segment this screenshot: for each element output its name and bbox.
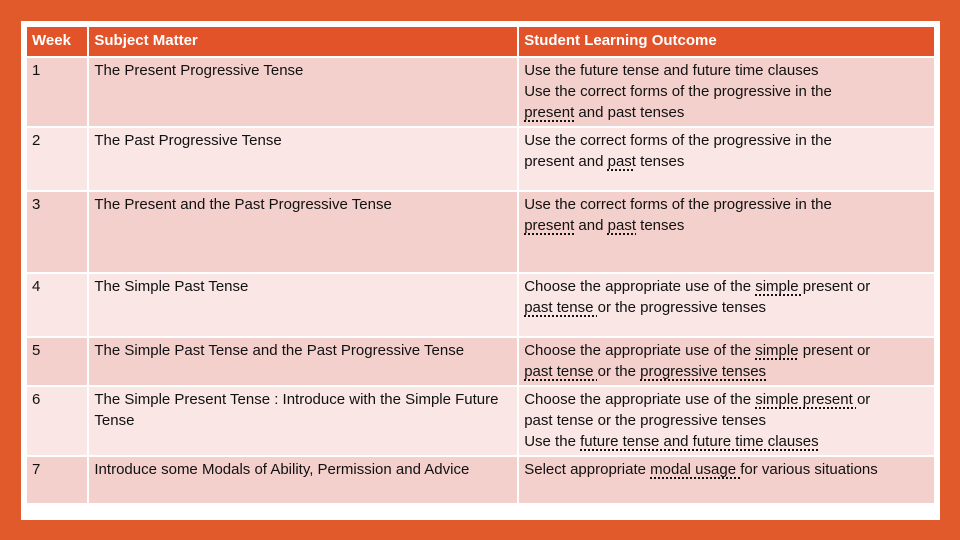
subject-cell: The Past Progressive Tense xyxy=(89,128,517,190)
outcome-text: tenses xyxy=(636,217,685,234)
outcome-text: Choose the appropriate use of the xyxy=(524,278,756,295)
underlined-term: present xyxy=(524,104,575,121)
subject-cell: The Simple Present Tense : Introduce with the Simple Future Tense xyxy=(89,387,517,455)
curriculum-table xyxy=(25,25,936,505)
outcome-line xyxy=(524,276,929,297)
underlined-term: simple present xyxy=(755,391,857,408)
outcome-cell xyxy=(519,338,934,385)
outcome-cell xyxy=(519,58,934,126)
outcome-line xyxy=(524,459,929,480)
header-week: Week xyxy=(27,27,87,56)
outcome-text: present xyxy=(798,342,857,359)
outcome-text: Use the correct forms of the progressive in the xyxy=(524,132,832,149)
outcome-cell xyxy=(519,128,934,190)
outcome-text: Use the correct forms of the progressive in the xyxy=(524,83,832,100)
underlined-term: simple xyxy=(755,278,803,295)
outcome-cell xyxy=(519,387,934,455)
table-row xyxy=(27,192,934,272)
outcome-line xyxy=(524,297,929,318)
outcome-text: or xyxy=(856,391,871,408)
subject-cell: The Simple Past Tense and the Past Progressive Tense xyxy=(89,338,517,385)
table-row xyxy=(27,338,934,385)
outcome-line xyxy=(524,361,929,382)
outcome-text: for various situations xyxy=(740,461,878,478)
outcome-text: and past tenses xyxy=(574,104,685,121)
underlined-term: progressive tenses xyxy=(640,363,767,380)
header-student-learning-outcome: Student Learning Outcome xyxy=(519,27,934,56)
outcome-line xyxy=(524,389,929,410)
table-body xyxy=(27,58,934,503)
outcome-text: and xyxy=(574,217,608,234)
slide-frame xyxy=(21,21,940,520)
table-row xyxy=(27,128,934,190)
outcome-line xyxy=(524,215,929,236)
subject-cell: The Simple Past Tense xyxy=(89,274,517,336)
week-cell: 3 xyxy=(27,192,87,272)
underlined-term: modal usage xyxy=(650,461,741,478)
outcome-line xyxy=(524,151,929,172)
outcome-line xyxy=(524,102,929,123)
subject-cell: Introduce some Modals of Ability, Permission and Advice xyxy=(89,457,517,503)
week-cell: 5 xyxy=(27,338,87,385)
table-row xyxy=(27,274,934,336)
outcome-line xyxy=(524,81,929,102)
week-cell: 6 xyxy=(27,387,87,455)
outcome-text: Choose the appropriate use of the xyxy=(524,391,756,408)
subject-cell: The Present Progressive Tense xyxy=(89,58,517,126)
outcome-line xyxy=(524,130,929,151)
outcome-text: Use the xyxy=(524,433,581,450)
underlined-term: future tense and future time clauses xyxy=(580,433,819,450)
week-cell: 2 xyxy=(27,128,87,190)
outcome-line xyxy=(524,60,929,81)
outcome-line xyxy=(524,410,929,431)
table-row xyxy=(27,58,934,126)
outcome-line xyxy=(524,431,929,452)
outcome-text: present and xyxy=(524,153,608,170)
outcome-cell xyxy=(519,274,934,336)
table-row xyxy=(27,387,934,455)
underlined-term: present xyxy=(524,217,575,234)
subject-cell: The Present and the Past Progressive Tense xyxy=(89,192,517,272)
underlined-term: past tense xyxy=(524,363,598,380)
outcome-text: past tense or the progressive tenses xyxy=(524,412,767,429)
header-row xyxy=(27,27,934,56)
outcome-cell xyxy=(519,192,934,272)
underlined-term: past xyxy=(607,153,636,170)
outcome-line xyxy=(524,340,929,361)
header-subject-matter: Subject Matter xyxy=(89,27,517,56)
outcome-text: Use the correct forms of the progressive in the xyxy=(524,196,832,213)
outcome-text: or the progressive tenses xyxy=(597,299,767,316)
underlined-term: past xyxy=(607,217,636,234)
outcome-line xyxy=(524,194,929,215)
outcome-text: or the xyxy=(597,363,641,380)
outcome-text: Choose the appropriate use of the xyxy=(524,342,756,359)
outcome-cell xyxy=(519,457,934,503)
week-cell: 4 xyxy=(27,274,87,336)
underlined-term: simple xyxy=(755,342,799,359)
week-cell: 7 xyxy=(27,457,87,503)
week-cell: 1 xyxy=(27,58,87,126)
outcome-text: Select appropriate xyxy=(524,461,651,478)
outcome-text: or xyxy=(856,342,871,359)
outcome-text: tenses xyxy=(635,153,685,170)
outcome-text: present or xyxy=(802,278,871,295)
outcome-text: Use the future tense and future time clauses xyxy=(524,62,819,79)
table-row xyxy=(27,457,934,503)
underlined-term: past tense xyxy=(524,299,598,316)
